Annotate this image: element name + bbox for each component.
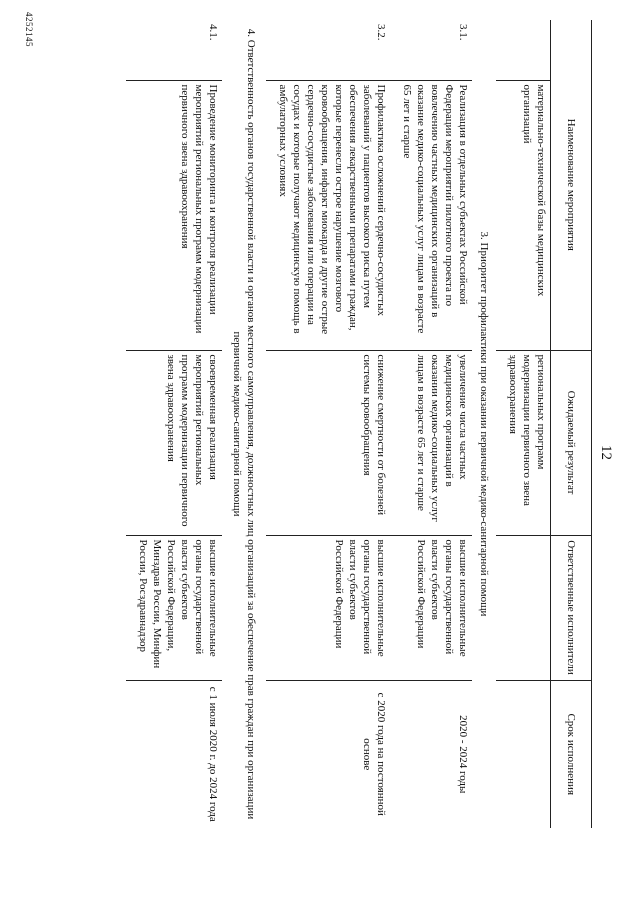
section-heading-row: [222, 20, 266, 828]
row-executors: высшие исполнительные органы государственной власти субъектов Российской Федерации: [266, 535, 390, 680]
row-number: 4.1.: [207, 24, 219, 41]
section-4-title: 4. Ответственность органов государственной власти и органов местного самоуправления, должностных лиц организаций за обеспечение прав граждан при организации первичной медико-санитарной помощи: [231, 28, 257, 820]
document-code: 4252145: [24, 12, 34, 47]
row-result: снижение смертности от болезней системы кровообращения: [266, 350, 390, 535]
table-row: [126, 20, 222, 828]
row-number: [496, 20, 551, 80]
row-executors: высшие исполнительные органы государственной власти субъектов Российской Федерации: [390, 535, 472, 680]
row-deadline: с 1 июля 2020 г. до 2024 года: [126, 680, 222, 828]
section-3-title: 3. Приоритет профилактики при оказании первичной медико-санитарной помощи: [478, 231, 490, 617]
row-number: 3.2.: [375, 24, 387, 41]
col-header-result: Ожидаемый результат: [551, 350, 592, 535]
row-number: 3.1.: [457, 24, 469, 41]
col-header-deadline: Срок исполнения: [551, 680, 592, 828]
row-name: Профилактика осложнений сердечно-сосудистых заболеваний у пациентов высокого риска путем обеспечения лекарственными препаратами граждан, которые перенесли острое нарушение мозгового кровообращения, инфаркт миокарда и другие острые сердечно-сосудистые заболевания или операции на сосудах и которые получают медицинскую помощь в амбулаторных условиях: [266, 80, 390, 350]
measures-table: [126, 20, 592, 828]
table-row: [496, 20, 551, 828]
section-heading-row: [472, 20, 496, 828]
row-deadline: с 2020 года на постоянной основе: [266, 680, 390, 828]
row-result: региональных программ модернизации первичного звена здравоохранения: [496, 350, 551, 535]
table-row: [266, 20, 390, 828]
row-deadline: 2020 - 2024 годы: [390, 680, 472, 828]
row-result: увеличение числа частных медицинских организаций в оказании медико-социальных услуг лицам в возрасте 65 лет и старше: [390, 350, 472, 535]
table-header-row: [551, 20, 592, 828]
page-number: 12: [598, 445, 614, 460]
col-header-name: Наименование мероприятия: [551, 20, 592, 350]
row-executors: [496, 535, 551, 680]
row-executors: высшие исполнительные органы государственной власти субъектов Российской Федерации, Минздрав России, Минфин России, Росздравнадзор: [126, 535, 222, 680]
row-deadline: [496, 680, 551, 828]
row-name: материально-технической базы медицинских организаций: [496, 80, 551, 350]
row-result: своевременная реализация мероприятий региональных программ модернизации первичного звена здравоохранения: [126, 350, 222, 535]
row-name: Реализация в отдельных субъектах Российской Федерации мероприятий пилотного проекта по вовлечению частных медицинских организаций в оказание медико-социальных услуг лицам в возрасте 65 лет и старше: [390, 80, 472, 350]
row-name: Проведение мониторинга и контроля реализации мероприятий региональных программ модернизации первичного звена здравоохранения: [126, 80, 222, 350]
col-header-executors: Ответственные исполнители: [551, 535, 592, 680]
table-row: [390, 20, 472, 828]
